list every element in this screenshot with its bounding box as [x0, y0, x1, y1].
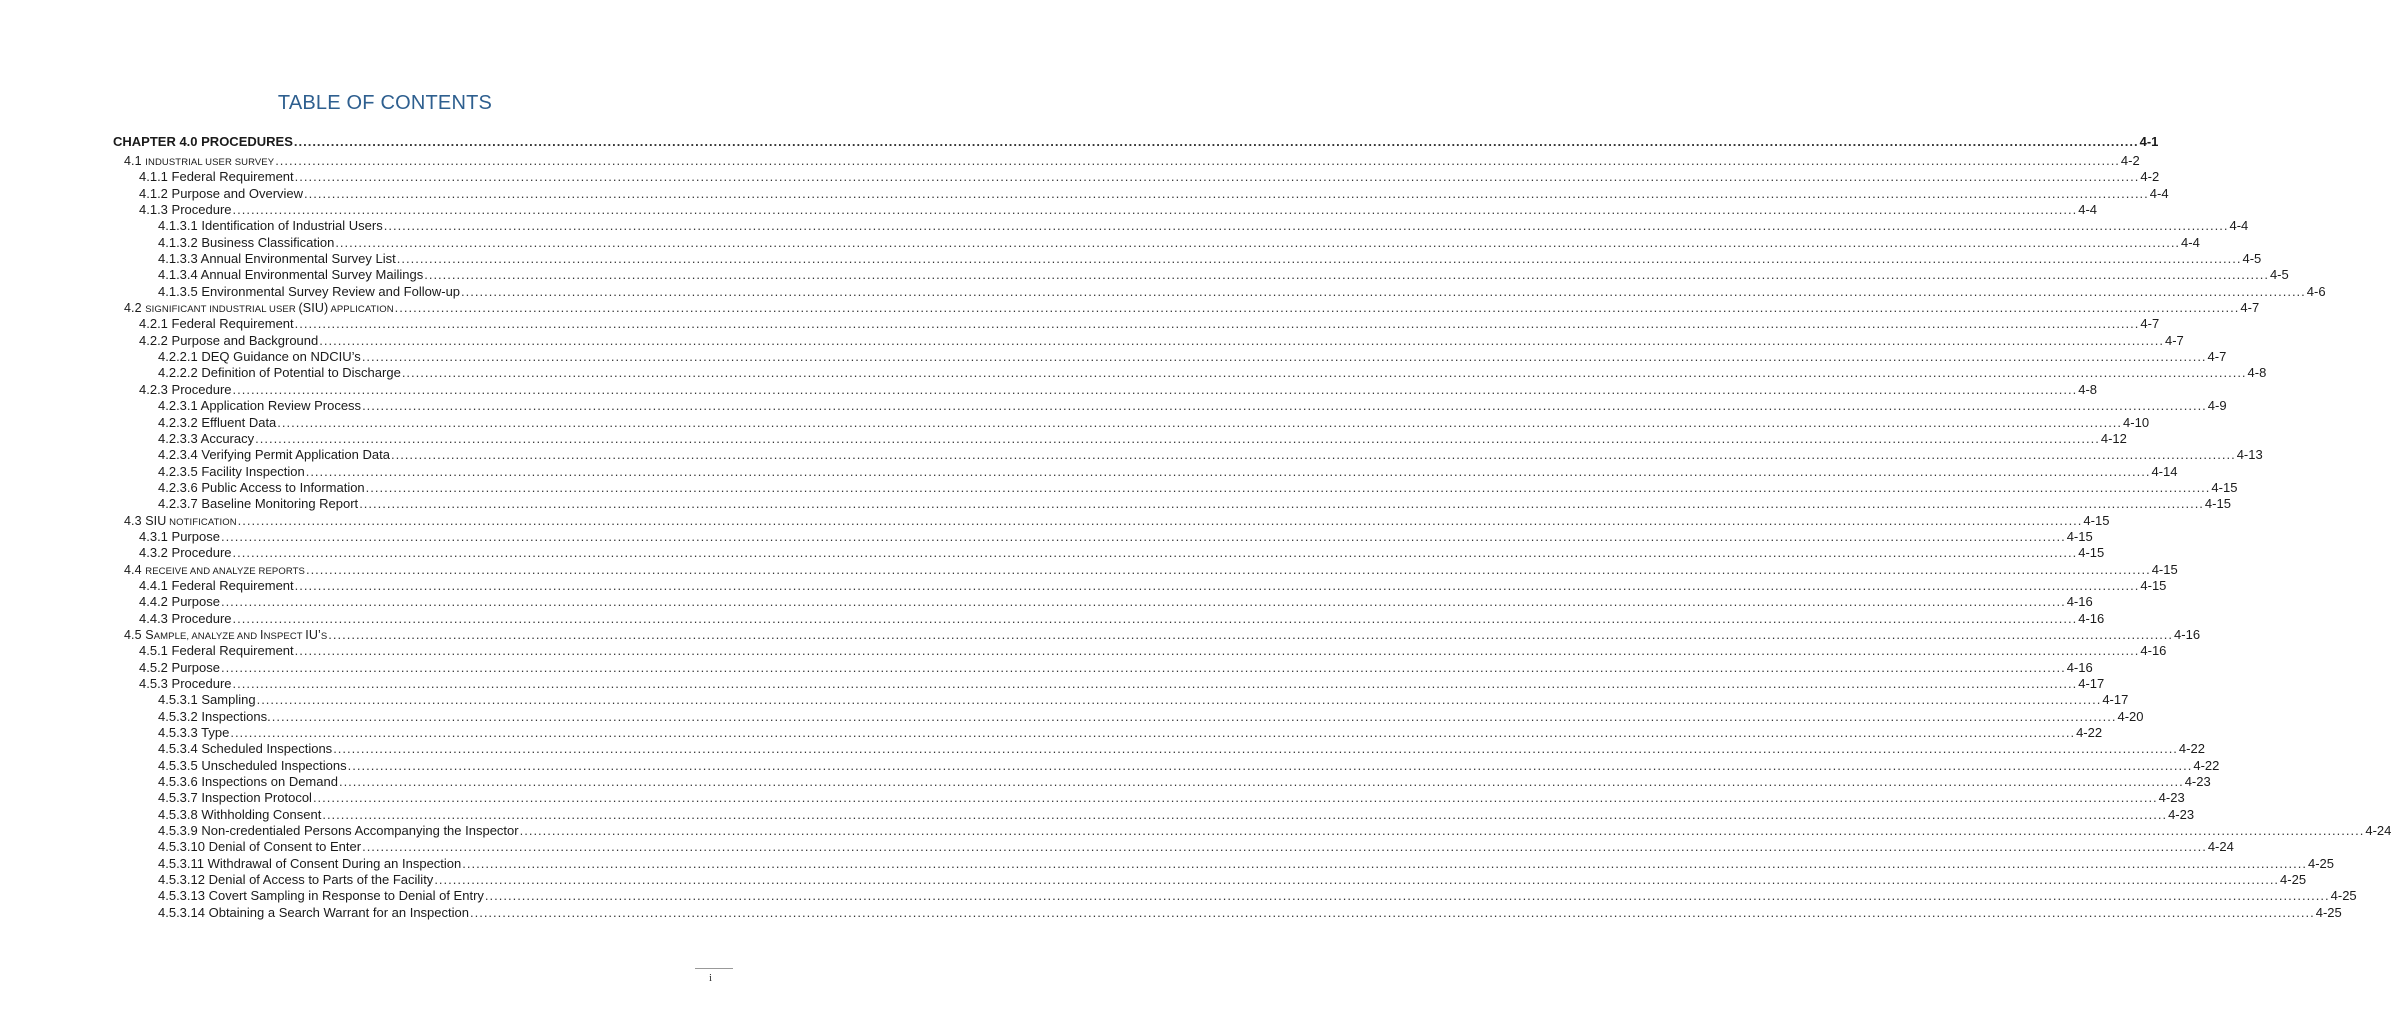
dot-leader: ................................................................................................................................................................................................................................................................................................................................................................................................................: [294, 643, 2140, 659]
toc-entry[interactable]: [0, 283, 2326, 300]
toc-section-number: 4.5: [124, 627, 146, 642]
toc-page-number: 4-16: [2174, 626, 2201, 642]
dot-leader: ................................................................................................................................................................................................................................................................................................................................................................................................................: [462, 855, 2307, 871]
dot-leader: ................................................................................................................................................................................................................................................................................................................................................................................................................: [232, 545, 2078, 561]
toc-page-number: 4-24: [2207, 839, 2234, 855]
dot-leader: ................................................................................................................................................................................................................................................................................................................................................................................................................: [220, 528, 2066, 544]
dot-leader: ................................................................................................................................................................................................................................................................................................................................................................................................................: [519, 823, 2365, 839]
dot-leader: ................................................................................................................................................................................................................................................................................................................................................................................................................: [232, 676, 2078, 691]
toc-page-number: 4-7: [2240, 300, 2260, 316]
dot-leader: ................................................................................................................................................................................................................................................................................................................................................................................................................: [469, 904, 2315, 920]
toc-entry-label: 4.2.2.2 Definition of Potential to Discharge: [158, 365, 401, 381]
toc-title-acronym: IU’: [305, 627, 321, 642]
dot-leader: ................................................................................................................................................................................................................................................................................................................................................................................................................: [305, 463, 2151, 479]
footer-rule: [695, 968, 733, 969]
toc-entry-label: 4.5.3.6 Inspections on Demand: [158, 774, 338, 790]
dot-leader: ................................................................................................................................................................................................................................................................................................................................................................................................................: [232, 381, 2078, 397]
toc-entry-label: 4.2.3.1 Application Review Process: [158, 398, 362, 414]
toc-entry-label: 4.2.3.4 Verifying Permit Application Data: [158, 447, 390, 463]
toc-title-initial: I: [259, 627, 264, 642]
toc-entry[interactable]: [0, 447, 2263, 463]
toc-section-number: 4.4: [124, 562, 146, 577]
dot-leader: ................................................................................................................................................................................................................................................................................................................................................................................................................: [293, 134, 2139, 149]
toc-title-acronym: (SIU): [298, 301, 329, 316]
dot-leader: ................................................................................................................................................................................................................................................................................................................................................................................................................: [365, 479, 2211, 495]
toc-entry[interactable]: [0, 855, 2335, 872]
toc-entry[interactable]: [0, 153, 2140, 169]
toc-entry[interactable]: [0, 463, 2178, 480]
toc-page-number: 4-12: [2100, 430, 2127, 446]
toc-entry[interactable]: [0, 349, 2227, 365]
toc-entry[interactable]: [0, 316, 2160, 332]
toc-entry-label: 4.4.2 Purpose: [139, 594, 220, 610]
toc-entry-label: 4.1.1 Federal Requirement: [139, 169, 294, 185]
toc-entry[interactable]: [0, 365, 2267, 381]
toc-page-number: 4-24: [2365, 823, 2391, 839]
dot-leader: ................................................................................................................................................................................................................................................................................................................................................................................................................: [396, 251, 2242, 267]
toc-section-title: INDUSTRIAL USER SURVEY: [145, 157, 275, 168]
toc-entry-label: 4.2.2.1 DEQ Guidance on NDCIU’s: [158, 349, 361, 365]
toc-page-number: 4-17: [2078, 676, 2105, 691]
toc-entry[interactable]: [0, 725, 2103, 741]
dot-leader: ................................................................................................................................................................................................................................................................................................................................................................................................................: [359, 496, 2204, 512]
toc-entry[interactable]: [0, 267, 2289, 283]
toc-entry-label: 4.1.3.4 Annual Environmental Survey Mailings: [158, 267, 424, 283]
toc-page-number: 4-7: [2140, 316, 2160, 332]
toc-entry[interactable]: [0, 790, 2185, 806]
toc-page-number: 4-5: [2242, 251, 2262, 267]
toc-page-number: 4-8: [2247, 365, 2267, 381]
toc-entry[interactable]: [0, 512, 2110, 529]
toc-entry[interactable]: [0, 692, 2129, 708]
toc-page-number: 4-10: [2123, 414, 2150, 430]
toc-entry[interactable]: [0, 741, 2205, 757]
toc-entry-label: 4.1.3.5 Environmental Survey Review and Follow-up: [158, 283, 461, 299]
toc-entry[interactable]: [0, 643, 2167, 659]
toc-entry-label: 4.5.3 Procedure: [139, 676, 232, 691]
toc-entry-label: 4.5.3.10 Denial of Consent to Enter: [158, 839, 362, 855]
toc-entry-label: 4.4.1 Federal Requirement: [139, 577, 294, 593]
toc-page-number: 4-7: [2207, 349, 2227, 365]
toc-page-number: 4-22: [2193, 757, 2220, 773]
toc-entry-label: 4.2.3 Procedure: [139, 381, 232, 397]
toc-page-number: 4-15: [2151, 561, 2178, 577]
toc-entry[interactable]: [0, 496, 2231, 512]
dot-leader: ................................................................................................................................................................................................................................................................................................................................................................................................................: [220, 659, 2066, 675]
page-number: i: [709, 972, 713, 984]
toc-entry-label: 4.2.3.6 Public Access to Information: [158, 479, 365, 495]
dot-leader: ................................................................................................................................................................................................................................................................................................................................................................................................................: [335, 234, 2181, 250]
dot-leader: ................................................................................................................................................................................................................................................................................................................................................................................................................: [294, 169, 2140, 185]
toc-entry-label: 4.5.1 Federal Requirement: [139, 643, 294, 659]
toc-entry[interactable]: [0, 708, 2144, 725]
toc-entry-label: 4.3.1 Purpose: [139, 528, 220, 544]
dot-leader: ................................................................................................................................................................................................................................................................................................................................................................................................................: [237, 512, 2083, 528]
toc-page-number: 4-4: [2149, 185, 2169, 201]
toc-page-number: 4-15: [2140, 577, 2167, 593]
toc-entry[interactable]: [0, 131, 2159, 153]
toc-page-number: 4-14: [2151, 463, 2178, 479]
toc-section-title: SAMPLE, ANALYZE AND INSPECT IU’S: [145, 627, 328, 642]
toc-entry-label: 4.5.3.8 Withholding Consent: [158, 806, 322, 822]
dot-leader: ................................................................................................................................................................................................................................................................................................................................................................................................................: [275, 153, 2120, 168]
toc-entry[interactable]: [0, 823, 2391, 839]
dot-leader: ................................................................................................................................................................................................................................................................................................................................................................................................................: [220, 594, 2066, 610]
toc-page-number: 4-22: [2178, 741, 2205, 757]
toc-page-number: 4-2: [2120, 153, 2140, 168]
toc-page-number: 4-23: [2184, 774, 2211, 790]
toc-entry-label: 4.2.1 Federal Requirement: [139, 316, 294, 332]
dot-leader: ................................................................................................................................................................................................................................................................................................................................................................................................................: [232, 202, 2078, 218]
toc-entry-label: 4.3.2 Procedure: [139, 545, 232, 561]
dot-leader: ................................................................................................................................................................................................................................................................................................................................................................................................................: [304, 185, 2149, 201]
toc-entry-label: 4.5.3.13 Covert Sampling in Response to Denial of Entry: [158, 888, 484, 904]
toc-page-number: 4-1: [2139, 134, 2159, 149]
toc-entry-label: 4.2.3.5 Facility Inspection: [158, 463, 305, 479]
toc-page-number: 4-15: [2083, 512, 2110, 528]
toc-page-number: 4-20: [2117, 708, 2144, 724]
toc-entry[interactable]: [0, 659, 2093, 676]
toc-page-number: 4-22: [2076, 725, 2103, 741]
toc-entry-label: 4.5.3.1 Sampling: [158, 692, 256, 708]
toc-page-number: 4-6: [2306, 283, 2326, 299]
page-title: TABLE OF CONTENTS: [277, 92, 493, 114]
dot-leader: ................................................................................................................................................................................................................................................................................................................................................................................................................: [383, 218, 2229, 234]
toc-section-number: 4.3: [124, 513, 146, 528]
dot-leader: ................................................................................................................................................................................................................................................................................................................................................................................................................: [328, 626, 2174, 642]
toc-entry-label: 4.5.3.9 Non-credentialed Persons Accompanying the Inspector: [158, 823, 519, 839]
dot-leader: ................................................................................................................................................................................................................................................................................................................................................................................................................: [322, 806, 2168, 822]
toc-entry[interactable]: [0, 839, 2234, 855]
toc-entry-label: 4.1.3.1 Identification of Industrial Users: [158, 218, 383, 234]
toc-entry-label: 4.5.3.7 Inspection Protocol: [158, 790, 312, 806]
dot-leader: ................................................................................................................................................................................................................................................................................................................................................................................................................: [277, 414, 2123, 430]
toc-entry[interactable]: [0, 300, 2260, 316]
dot-leader: ................................................................................................................................................................................................................................................................................................................................................................................................................: [256, 692, 2102, 708]
dot-leader: ................................................................................................................................................................................................................................................................................................................................................................................................................: [362, 839, 2207, 855]
toc-entry[interactable]: [0, 251, 2262, 267]
toc-entry-label: 4.1.3.2 Business Classification: [158, 234, 335, 250]
dot-leader: ................................................................................................................................................................................................................................................................................................................................................................................................................: [484, 888, 2330, 904]
dot-leader: ................................................................................................................................................................................................................................................................................................................................................................................................................: [338, 774, 2184, 790]
toc-page-number: 4-25: [2308, 855, 2335, 871]
toc-entry-label: 4.5.3.3 Type: [158, 725, 230, 741]
toc-page-number: 4-25: [2330, 888, 2357, 904]
toc-page-number: 4-16: [2066, 594, 2093, 610]
toc-entry[interactable]: [0, 430, 2127, 447]
dot-leader: ................................................................................................................................................................................................................................................................................................................................................................................................................: [347, 757, 2193, 773]
dot-leader: ................................................................................................................................................................................................................................................................................................................................................................................................................: [424, 267, 2269, 283]
toc-entry-label: 4.2.3.2 Effluent Data: [158, 414, 277, 430]
toc-entry-label: 4.2.3.7 Baseline Monitoring Report: [158, 496, 359, 512]
toc-entry-label: 4.5.3.12 Denial of Access to Parts of the Facility: [158, 872, 434, 888]
toc-title-acronym: SIU: [145, 513, 167, 528]
toc-page-number: 4-8: [2078, 381, 2098, 397]
dot-leader: ................................................................................................................................................................................................................................................................................................................................................................................................................: [232, 610, 2078, 626]
toc-entry[interactable]: [0, 398, 2227, 414]
toc-entry-label: 4.2.3.3 Accuracy: [158, 430, 255, 446]
toc-entry[interactable]: [0, 479, 2238, 496]
toc-entry-label: 4.5.3.5 Unscheduled Inspections: [158, 757, 347, 773]
toc-page-number: 4-2: [2140, 169, 2160, 185]
dot-leader: ................................................................................................................................................................................................................................................................................................................................................................................................................: [361, 349, 2207, 365]
toc-page-number: 4-15: [2066, 528, 2093, 544]
toc-entry-label: CHAPTER 4.0 PROCEDURES: [113, 134, 293, 149]
toc-entry-label: 4.5.3.14 Obtaining a Search Warrant for an Inspection: [158, 904, 469, 920]
toc-page-number: 4-13: [2236, 447, 2263, 463]
dot-leader: ................................................................................................................................................................................................................................................................................................................................................................................................................: [255, 430, 2100, 446]
toc-page-number: 4-25: [2315, 904, 2342, 920]
toc-page-number: 4-15: [2211, 479, 2238, 495]
toc-entry-label: 4.5.3.11 Withdrawal of Consent During an Inspection: [158, 855, 462, 871]
dot-leader: ................................................................................................................................................................................................................................................................................................................................................................................................................: [434, 872, 2280, 888]
toc-section-title: SIU NOTIFICATION: [145, 513, 237, 528]
toc-entry[interactable]: [0, 888, 2357, 904]
toc-entry-label: 4.2.2 Purpose and Background: [139, 332, 319, 348]
dot-leader: ................................................................................................................................................................................................................................................................................................................................................................................................................: [362, 398, 2207, 414]
toc-page-number: 4-25: [2280, 872, 2307, 888]
dot-leader: ................................................................................................................................................................................................................................................................................................................................................................................................................: [394, 300, 2240, 316]
toc-entry-label: 4.1.3 Procedure: [139, 202, 232, 218]
toc-page-number: 4-4: [2078, 202, 2098, 218]
toc-entry[interactable]: [0, 169, 2160, 185]
dot-leader: ................................................................................................................................................................................................................................................................................................................................................................................................................: [312, 790, 2158, 806]
toc-entry[interactable]: [0, 676, 2105, 692]
dot-leader: ................................................................................................................................................................................................................................................................................................................................................................................................................: [294, 577, 2140, 593]
toc-page-number: 4-17: [2102, 692, 2129, 708]
toc-page-number: 4-16: [2066, 659, 2093, 675]
toc-title-initial: S: [145, 627, 154, 642]
dot-leader: ................................................................................................................................................................................................................................................................................................................................................................................................................: [333, 741, 2178, 757]
toc-page-number: 4-4: [2181, 234, 2200, 250]
toc-entry[interactable]: [0, 577, 2167, 594]
toc-entry[interactable]: [0, 528, 2093, 545]
toc-entry[interactable]: [0, 774, 2211, 790]
dot-leader: ................................................................................................................................................................................................................................................................................................................................................................................................................: [294, 316, 2140, 332]
toc-section-title: SIGNIFICANT INDUSTRIAL USER (SIU) APPLICATION: [145, 301, 394, 316]
toc-entry-label: 4.4.3 Procedure: [139, 610, 232, 626]
toc-entry[interactable]: [0, 806, 2195, 823]
toc-entry[interactable]: [0, 332, 2184, 349]
toc-entry-label: 4.5.3.2 Inspections.: [158, 708, 271, 724]
toc-entry-label: 4.1.2 Purpose and Overview: [139, 185, 304, 201]
dot-leader: ................................................................................................................................................................................................................................................................................................................................................................................................................: [305, 561, 2151, 577]
toc-entry[interactable]: [0, 381, 2098, 398]
toc-page-number: 4-4: [2229, 218, 2249, 234]
toc-entry[interactable]: [0, 545, 2105, 561]
toc-entry[interactable]: [0, 610, 2105, 627]
toc-page-number: 4-5: [2269, 267, 2289, 283]
toc-page-number: 4-7: [2164, 332, 2184, 348]
dot-leader: ................................................................................................................................................................................................................................................................................................................................................................................................................: [401, 365, 2247, 381]
toc-entry[interactable]: [0, 594, 2093, 610]
toc-entry[interactable]: [0, 218, 2249, 234]
toc-entry[interactable]: [0, 202, 2098, 218]
toc-page-number: 4-15: [2204, 496, 2231, 512]
toc-page-number: 4-16: [2140, 643, 2167, 659]
toc-entry[interactable]: [0, 757, 2220, 774]
toc-entry[interactable]: [0, 414, 2150, 431]
toc-page-number: 4-23: [2168, 806, 2195, 822]
toc-entry[interactable]: [0, 904, 2342, 921]
toc-section-title: RECEIVE AND ANALYZE REPORTS: [145, 565, 305, 577]
table-of-contents: [0, 131, 2391, 921]
dot-leader: ................................................................................................................................................................................................................................................................................................................................................................................................................: [230, 725, 2076, 741]
toc-entry-label: 4.5.2 Purpose: [139, 659, 220, 675]
toc-entry-label: 4.1.3.3 Annual Environmental Survey List: [158, 251, 396, 267]
toc-page-number: 4-23: [2158, 790, 2185, 806]
toc-section-number: 4.1: [124, 154, 146, 168]
toc-section-number: 4.2: [124, 301, 146, 316]
toc-entry-label: 4.5.3.4 Scheduled Inspections: [158, 741, 333, 757]
toc-entry[interactable]: [0, 234, 2200, 251]
toc-page-number: 4-16: [2078, 610, 2105, 626]
dot-leader: ................................................................................................................................................................................................................................................................................................................................................................................................................: [271, 708, 2117, 724]
toc-entry[interactable]: [0, 185, 2169, 202]
dot-leader: ................................................................................................................................................................................................................................................................................................................................................................................................................: [390, 447, 2236, 463]
toc-entry[interactable]: [0, 626, 2201, 643]
dot-leader: ................................................................................................................................................................................................................................................................................................................................................................................................................: [319, 332, 2164, 348]
dot-leader: ................................................................................................................................................................................................................................................................................................................................................................................................................: [461, 283, 2306, 299]
toc-page-number: 4-9: [2207, 398, 2227, 414]
toc-page-number: 4-15: [2078, 545, 2105, 561]
toc-entry[interactable]: [0, 872, 2307, 888]
toc-entry[interactable]: [0, 561, 2178, 578]
